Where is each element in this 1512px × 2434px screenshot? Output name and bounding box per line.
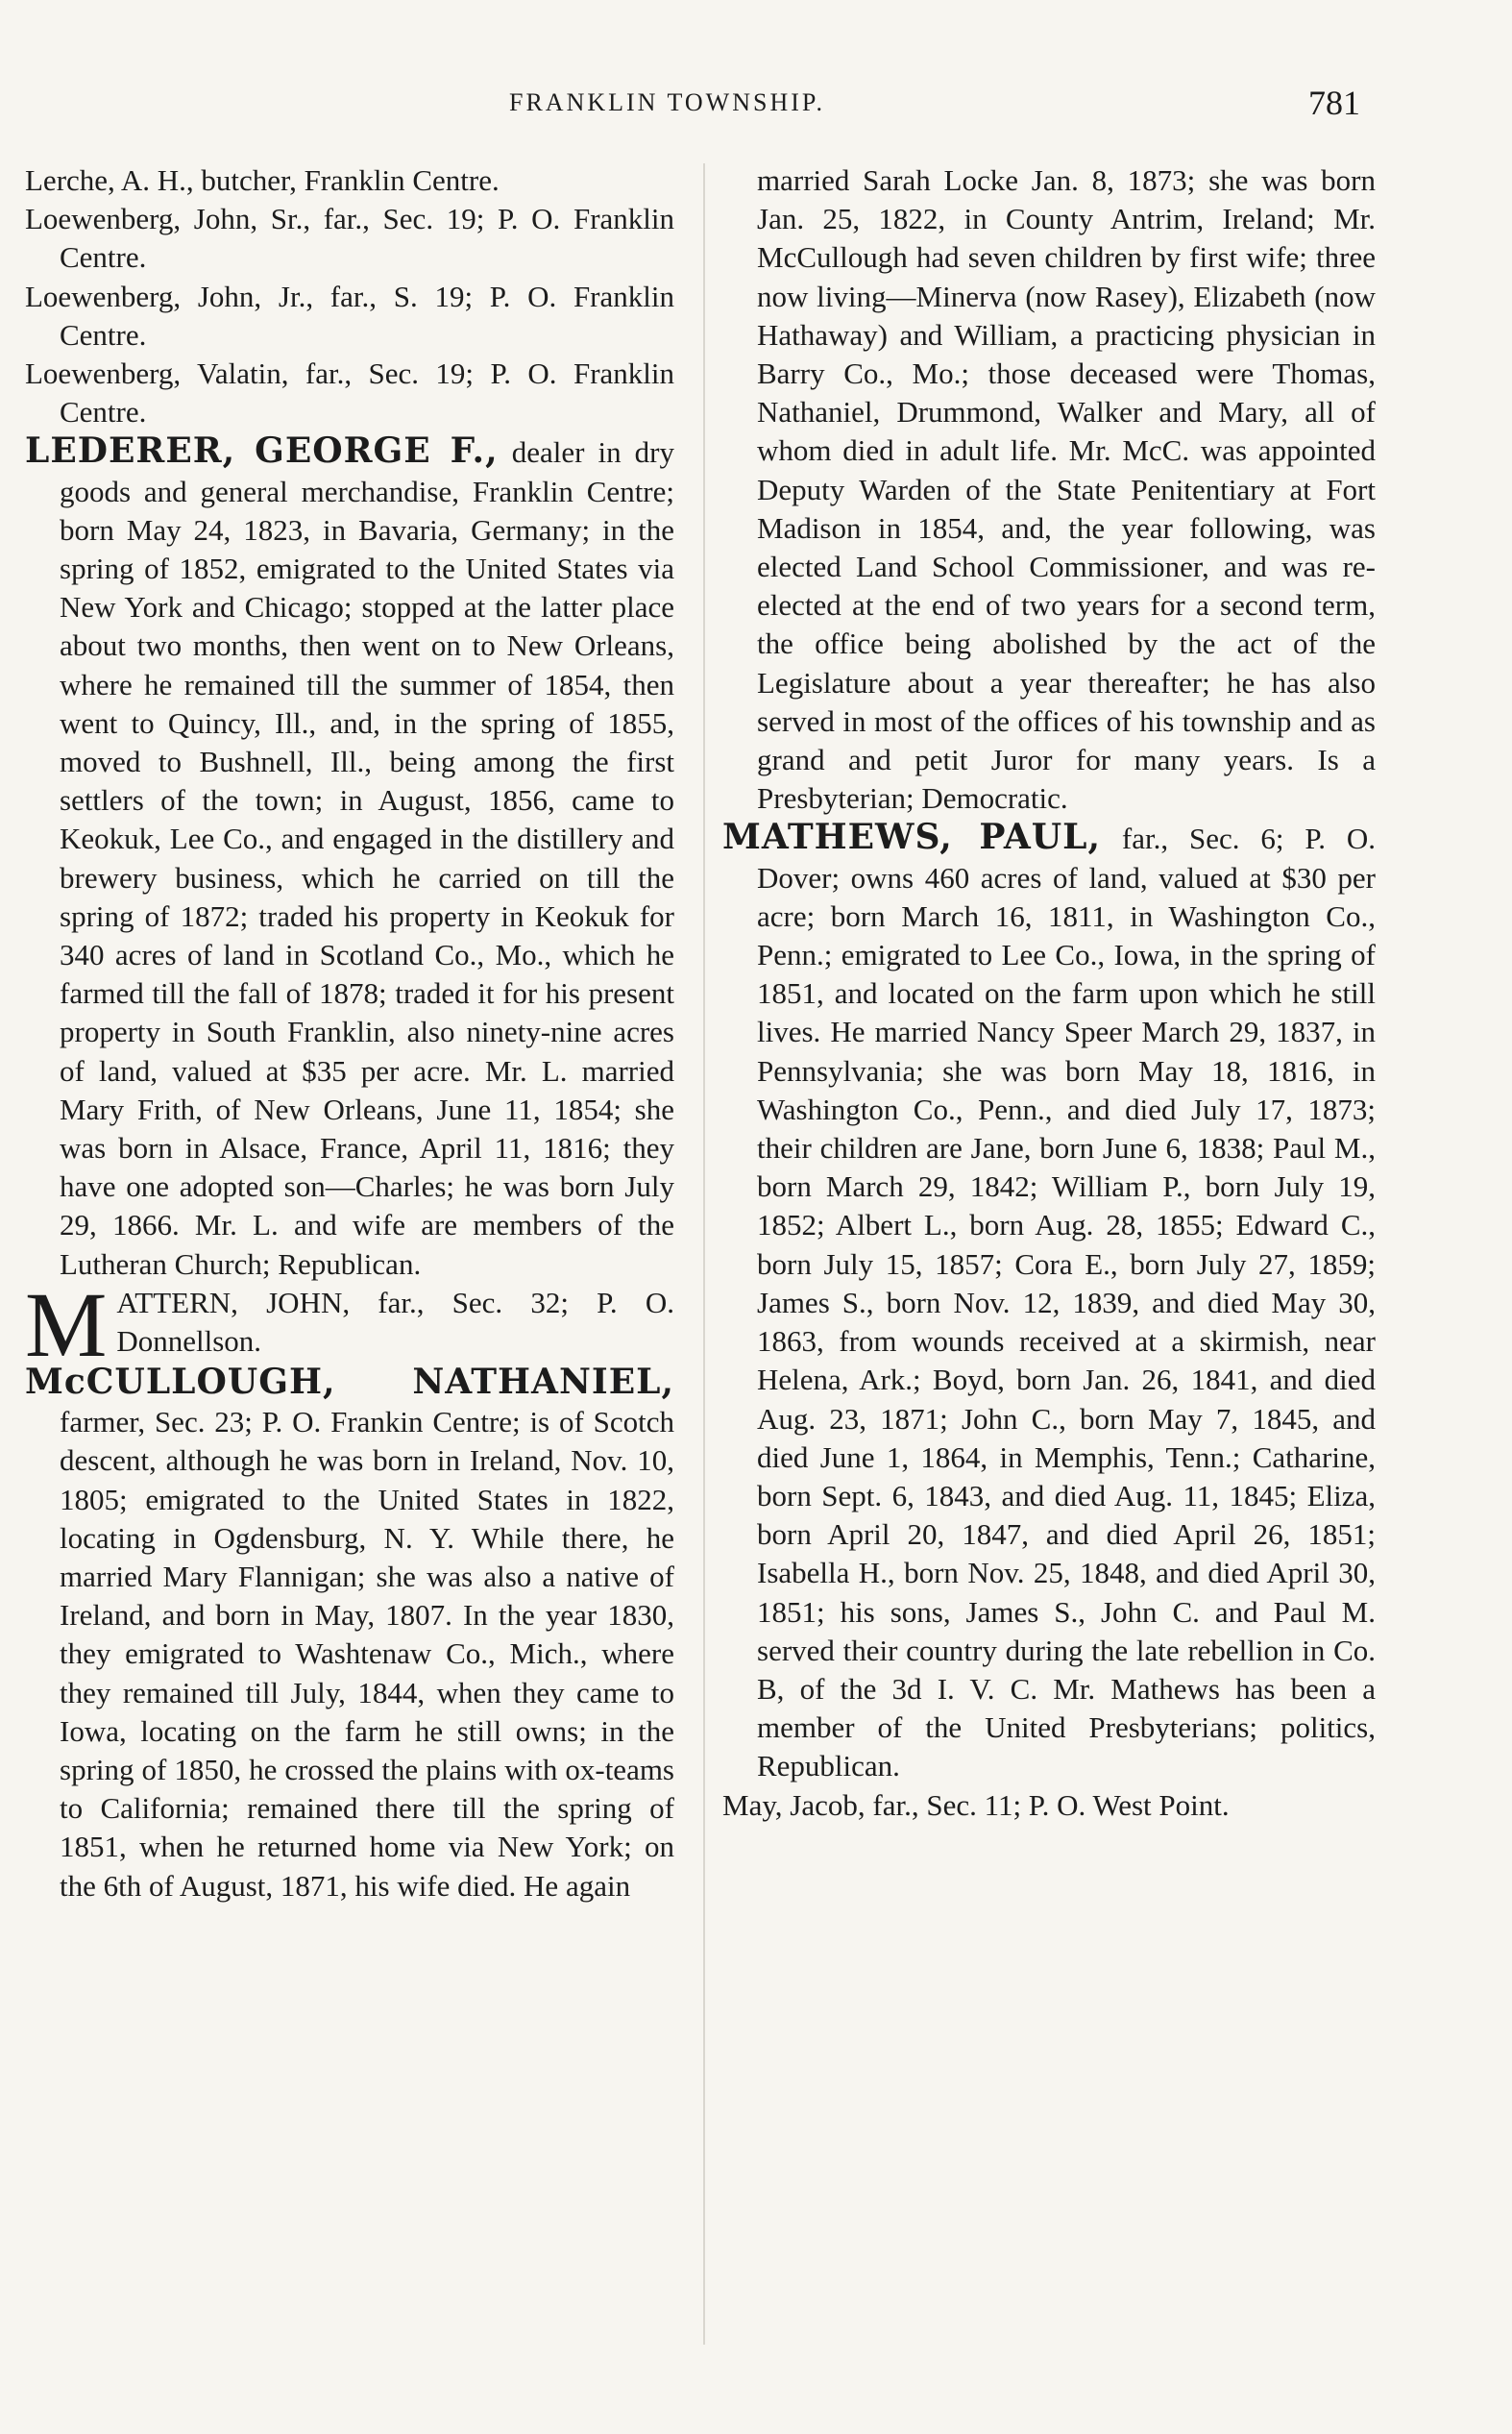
- directory-entry-mattern: [25, 1272, 674, 1376]
- directory-entry-loewenberg-sr: Loewenberg, John, Sr., far., Sec. 19; P. O. Franklin Centre.: [25, 202, 674, 275]
- entry-text-mathews: far., Sec. 6; P. O. Dover; owns 460 acres of land, valued at $30 per acre; born March 16, 1811, in Washington Co., Penn.; emigrated to Lee Co., Iowa, in the spring of 1851, and located on the farm upon which he still lives. He married Nancy Speer March 29, 1837, in Pennsylvania; she was born May 18, 1816, in Washington Co., Penn., and died July 17, 1873; their children are Jane, born June 6, 1838; Paul M., born March 29, 1842; William P., born July 19, 1852; Albert L., born Aug. 28, 1855; Edward C., born July 15, 1857; Cora E., born July 27, 1859; James S., born Nov. 12, 1839, and died May 30, 1863, from wounds received at a skirmish, near Helena, Ark.; Boyd, born Jan. 26, 1841, and died Aug. 23, 1871; John C., born May 7, 1845, and died June 1, 1864, in Memphis, Tenn.; Catharine, born Sept. 6, 1843, and died Aug. 11, 1845; Eliza, born April 20, 1847, and died April 26, 1851; Isabella H., born Nov. 25, 1848, and died April 30, 1851; his sons, James S., John C. and Paul M. served their country during the late rebellion in Co. B, of the 3d I. V. C. Mr. Mathews has been a member of the United Presbyterians; politics, Republican.: [757, 822, 1376, 1783]
- entry-text-mattern: ATTERN, JOHN, far., Sec. 32; P. O. Donnellson.: [116, 1285, 674, 1359]
- drop-cap-letter: M: [25, 1272, 108, 1376]
- directory-entry-loewenberg-valatin: Loewenberg, Valatin, far., Sec. 19; P. O. Franklin Centre.: [25, 356, 674, 430]
- entry-name-mccullough: McCULLOUGH, NATHANIEL,: [25, 1361, 674, 1402]
- page-number: 781: [1308, 84, 1360, 122]
- directory-entry-lerche: Lerche, A. H., butcher, Franklin Centre.: [25, 163, 500, 197]
- biography-mccullough: [25, 1363, 674, 1905]
- biography-lederer: [25, 431, 674, 1283]
- entry-text-mccullough: farmer, Sec. 23; P. O. Frankin Centre; is of Scotch descent, although he was born in Ireland, Nov. 10, 1805; emigrated to the United States in 1822, locating in Ogdensburg, N. Y. While there, he married Mary Flannigan; she was also a native of Ireland, and born in May, 1807. In the year 1830, they emigrated to Washtenaw Co., Mich., where they remained till July, 1844, when they came to Iowa, locating on the farm he still owns; in the spring of 1850, he crossed the plains with ox-teams to California; remained there till the spring of 1851, when he returned home via New York; on the 6th of August, 1871, his wife died. He again: [60, 1405, 674, 1903]
- directory-entry-loewenberg-jr: Loewenberg, John, Jr., far., S. 19; P. O. Franklin Centre.: [25, 279, 674, 352]
- column-divider: [703, 163, 705, 2345]
- entry-text-lederer: dealer in dry goods and general merchandise, Franklin Centre; born May 24, 1823, in Bavaria, Germany; in the spring of 1852, emigrated to the United States via New York and Chicago; stopped at the latter place about two months, then went on to New Orleans, where he remained till the summer of 1854, then went to Quincy, Ill., and, in the spring of 1855, moved to Bushnell, Ill., being among the first settlers of the town; in August, 1856, came to Keokuk, Lee Co., and engaged in the distillery and brewery business, which he carried on till the spring of 1872; traded his property in Keokuk for 340 acres of land in Scotland Co., Mo., which he farmed till the fall of 1878; traded it for his present property in South Franklin, also ninety-nine acres of land, valued at $35 per acre. Mr. L. married Mary Frith, of New Orleans, June 11, 1854; she was born in Alsace, France, April 11, 1816; they have one adopted son—Charles; he was born July 29, 1866. Mr. L. and wife are members of the Lutheran Church; Republican.: [60, 435, 675, 1281]
- page-header: [0, 84, 1512, 127]
- entry-name-lederer: LEDERER, GEORGE F.,: [25, 430, 499, 472]
- entry-name-mathews: MATHEWS, PAUL,: [722, 817, 1102, 858]
- biography-mathews: [722, 818, 1376, 1785]
- right-column: [722, 161, 1376, 1825]
- running-head: FRANKLIN TOWNSHIP.: [509, 88, 825, 116]
- left-column: [25, 161, 674, 1905]
- biography-mccullough-continued: married Sarah Locke Jan. 8, 1873; she was born Jan. 25, 1822, in County Antrim, Ireland; Mr. McCullough had seven children by first wife; three now living—Minerva (now Rasey), Elizabeth (now Hathaway) and William, a practicing physician in Barry Co., Mo.; those deceased were Thomas, Nathaniel, Drummond, Walker and Mary, all of whom died in adult life. Mr. McC. was appointed Deputy Warden of the State Penitentiary at Fort Madison in 1854, and, the year following, was elected Land School Commissioner, and was re-elected at the end of two years for a second term, the office being abolished by the act of the Legislature about a year thereafter; he has also served in most of the offices of his township and as grand and petit Juror for many years. Is a Presbyterian; Democratic.: [757, 163, 1376, 816]
- directory-entry-may: May, Jacob, far., Sec. 11; P. O. West Point.: [722, 1787, 1230, 1822]
